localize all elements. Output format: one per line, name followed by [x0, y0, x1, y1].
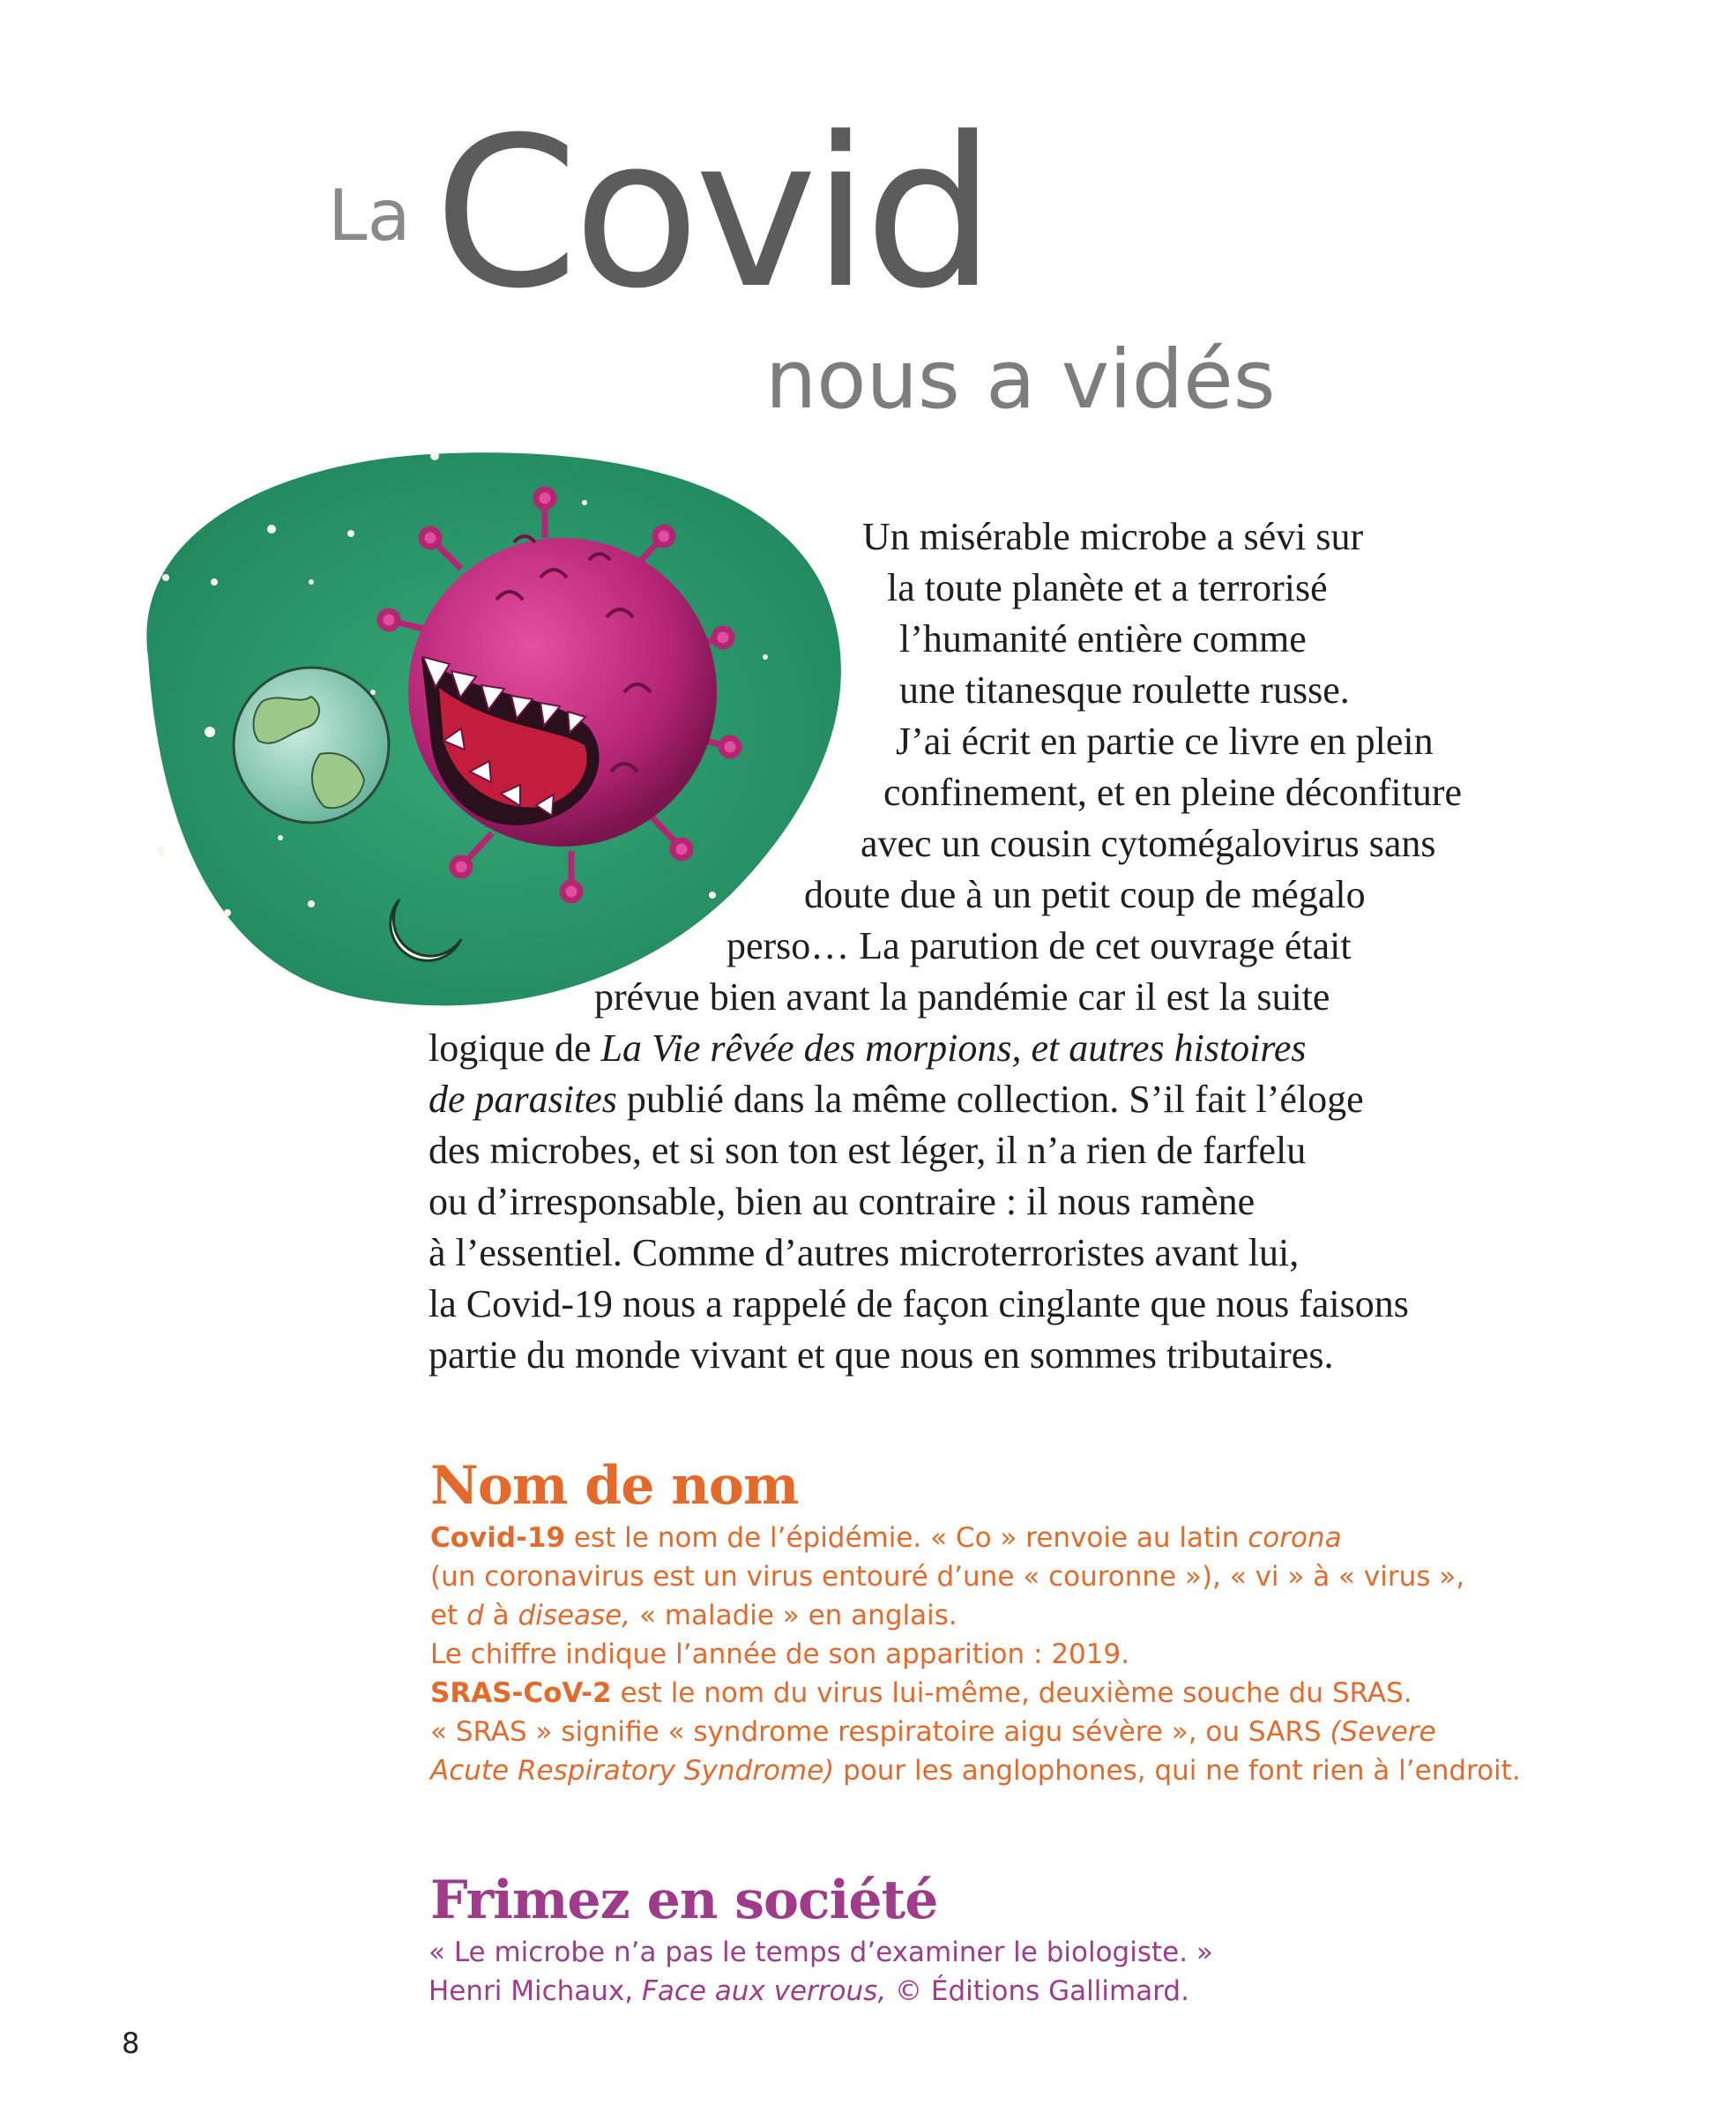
section-title-frimez-en-societe: Frimez en société — [430, 1870, 938, 1931]
quote-attribution — [428, 1972, 1189, 2011]
note-line — [430, 1751, 1521, 1790]
note-italic-span: (Severe — [1330, 1716, 1436, 1748]
book-title: La Vie rêvée des morpions, et autres histoires — [600, 1026, 1307, 1070]
note-text-span: « SRAS » signifie « syndrome respiratoire aigu sévère », ou SARS — [430, 1716, 1330, 1748]
note-line: Le chiffre indique l’année de son apparition : 2019. — [430, 1638, 1130, 1670]
note-line: (un coronavirus est un virus entouré d’une « couronne »), « vi » à « virus », — [430, 1561, 1465, 1593]
note-text-span: « maladie » en anglais. — [630, 1600, 957, 1631]
note-italic-span: corona — [1248, 1522, 1342, 1554]
note-line — [430, 1674, 1412, 1713]
quote-publisher: © Éditions Gallimard. — [886, 1975, 1189, 2007]
body-line: ou d’irresponsable, bien au contraire : il nous ramène — [428, 1180, 1255, 1223]
note-text-span: à — [483, 1600, 518, 1631]
title-main: Covid — [434, 93, 991, 334]
note-text-span: est le nom de l’épidémie. « Co » renvoie au latin — [565, 1522, 1248, 1554]
body-line: avec un cousin cytomégalovirus sans — [861, 822, 1436, 865]
term-covid-19: Covid-19 — [430, 1522, 566, 1554]
body-line: à l’essentiel. Comme d’autres microterroristes avant lui, — [428, 1231, 1300, 1274]
body-line: doute due à un petit coup de mégalo — [804, 873, 1366, 916]
note-text-span: et — [430, 1600, 467, 1631]
note-line — [430, 1519, 1342, 1557]
term-sras-cov-2: SRAS-CoV-2 — [430, 1677, 612, 1709]
title-prefix: La — [328, 175, 411, 257]
title-subtitle: nous a vidés — [765, 332, 1276, 427]
body-line: prévue bien avant la pandémie car il est la suite — [594, 975, 1330, 1019]
quote-author: Henri Michaux, — [428, 1975, 642, 2007]
quote-source-title: Face aux verrous, — [642, 1975, 887, 2007]
note-italic-span: d — [466, 1600, 484, 1631]
body-line: Un misérable microbe a sévi sur — [862, 515, 1364, 558]
body-line: la Covid-19 nous a rappelé de façon cinglante que nous faisons — [428, 1282, 1409, 1325]
note-italic-span: Acute Respiratory Syndrome) — [430, 1755, 835, 1787]
body-line: la toute planète et a terrorisé — [887, 566, 1328, 609]
body-line: confinement, et en pleine déconfiture — [883, 771, 1463, 814]
note-text-span: pour les anglophones, qui ne font rien à l’endroit. — [834, 1755, 1521, 1787]
page-number: 8 — [122, 2026, 140, 2060]
body-text-span: publié dans la même collection. S’il fait l’éloge — [616, 1078, 1364, 1121]
body-line — [428, 1074, 1364, 1125]
quote-text: « Le microbe n’a pas le temps d’examiner le biologiste. » — [428, 1937, 1213, 1968]
body-line: J’ai écrit en partie ce livre en plein — [896, 720, 1434, 763]
body-line — [428, 1023, 1307, 1074]
body-line: une titanesque roulette russe. — [899, 668, 1350, 712]
section-title-nom-de-nom: Nom de nom — [430, 1455, 799, 1517]
note-line — [430, 1713, 1436, 1751]
body-line: partie du monde vivant et que nous en sommes tributaires. — [428, 1333, 1334, 1377]
body-line: l’humanité entière comme — [899, 617, 1307, 660]
note-line — [430, 1596, 957, 1635]
book-title: de parasites — [428, 1078, 617, 1121]
body-line: des microbes, et si son ton est léger, il n’a rien de farfelu — [428, 1129, 1307, 1172]
note-italic-span: disease, — [518, 1600, 631, 1631]
earth-icon — [234, 668, 389, 823]
note-text-span: est le nom du virus lui-même, deuxième souche du SRAS. — [611, 1677, 1412, 1709]
body-line: perso… La parution de cet ouvrage était — [726, 924, 1352, 967]
body-text-span: logique de — [428, 1026, 601, 1070]
